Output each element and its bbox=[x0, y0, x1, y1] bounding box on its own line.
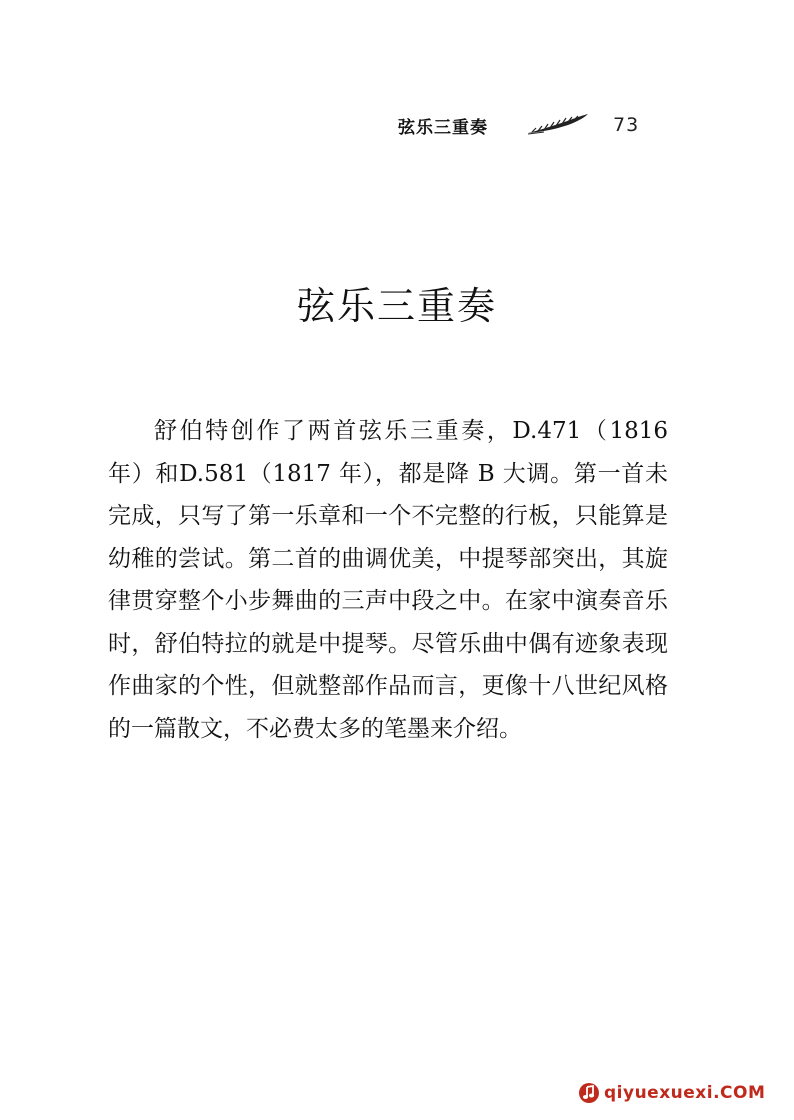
music-note-logo-icon bbox=[578, 1082, 600, 1104]
running-title: 弦乐三重奏 bbox=[398, 118, 488, 138]
page-number: 73 bbox=[613, 114, 640, 136]
feather-ornament-icon bbox=[526, 113, 590, 139]
body-paragraph: 舒伯特创作了两首弦乐三重奏，D.471（1816 年）和D.581（1817 年），都是降 B 大调。第一首未完成，只写了第一乐章和一个不完整的行板，只能算是幼稚的尝试。第二首的曲调优美，中提琴部突出，其旋律贯穿整个小步舞曲的三声中段之中。在家中演奏音乐时，舒伯特拉的就是中提琴。尽管乐曲中偶有迹象表现作曲家的个性，但就整部作品而言，更像十八世纪风格的一篇散文，不必费太多的笔墨来介绍。 bbox=[108, 418, 668, 742]
running-header bbox=[398, 111, 658, 141]
watermark-text: qiyuexuexi.COM bbox=[604, 1083, 766, 1103]
watermark bbox=[578, 1080, 765, 1106]
chapter-title: 弦乐三重奏 bbox=[296, 284, 497, 328]
